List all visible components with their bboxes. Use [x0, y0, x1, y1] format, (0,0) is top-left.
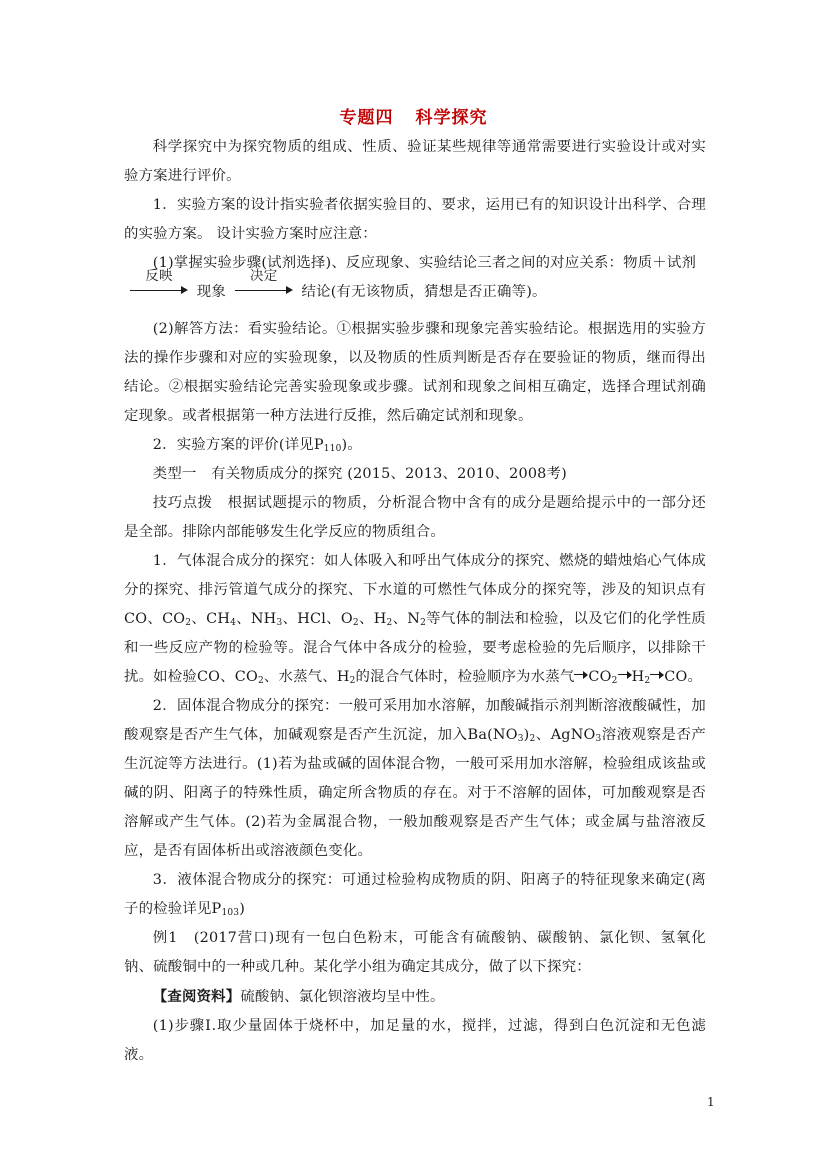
- subscript: 2: [529, 734, 536, 744]
- reference-label: 【查阅资料】: [152, 988, 241, 1005]
- gas-text: 、N: [392, 611, 421, 627]
- gas-text: 、CH: [191, 611, 231, 627]
- design-item-1: (1)掌握实验步骤(试剂选择)、反应现象、实验结论三者之间的对应关系：物质＋试剂: [152, 255, 697, 271]
- intro-paragraph: 科学探究中为探究物质的组成、性质、验证某些规律等通常需要进行实验设计或对实验方案进行评价。: [124, 139, 706, 184]
- reference-paragraph: [124, 982, 706, 1012]
- relation-formula: [124, 268, 706, 307]
- gas-paragraph: [124, 547, 706, 692]
- subscript: 3: [276, 618, 283, 628]
- gas-text: CO: [588, 669, 612, 685]
- subscript: 2: [349, 676, 356, 686]
- decide-arrow: [235, 268, 293, 297]
- title-part-b: 科学探究: [415, 108, 488, 128]
- gas-text: 等气体的制法和检验，以及它们的化学性质和一些反应产物的检验等。混合气体中各成分的检验，要考虑检验的先后顺序，以排除干扰。如检验CO、CO: [124, 611, 706, 685]
- gas-text: 1．气体混合成分的探究：如人体吸入和呼出气体成分的探究、燃烧的蜡烛焰心气体成分的探究、排污管道气成分的探究、下水道的可燃性气体成分的探究等，涉及的知识点有CO、CO: [124, 553, 706, 627]
- page-title: [0, 103, 827, 128]
- liquid-page-ref: 103: [221, 908, 240, 918]
- solid-text: 、AgNO: [535, 727, 596, 743]
- solid-text: ): [523, 727, 530, 743]
- subscript: 2: [257, 676, 264, 686]
- sequence-arrow-icon: [650, 670, 664, 680]
- tips-paragraph: 技巧点拨 根据试题提示的物质，分析混合物中含有的成分是题给提示中的一部分还是全部。排除内部能够发生化学反应的物质组合。: [124, 495, 706, 540]
- evaluation-page-ref: 110: [323, 444, 342, 454]
- subscript: 3: [595, 734, 602, 744]
- reflect-arrow: [130, 268, 188, 297]
- liquid-text: 3．液体混合物成分的探究：可通过检验构成物质的阴、阳离子的特征现象来确定(离子的检验详见P: [124, 872, 706, 917]
- subscript: 2: [420, 618, 427, 628]
- step-1-paragraph: (1)步骤Ⅰ.取少量固体于烧杯中，加足量的水，搅拌，过滤，得到白色沉淀和无色滤液。: [124, 1018, 706, 1063]
- subscript: 2: [386, 618, 393, 628]
- sequence-arrow-icon: [574, 670, 588, 680]
- gas-text: CO。: [664, 669, 703, 685]
- design-heading: 1．实验方案的设计指实验者依据实验目的、要求，运用已有的知识设计出科学、合理的实验方案。 设计实验方案时应注意：: [124, 197, 706, 242]
- liquid-paragraph: [124, 866, 706, 924]
- gas-text: 、NH: [236, 611, 277, 627]
- phenomenon-label: 现象: [196, 284, 226, 300]
- evaluation-end: )。: [341, 437, 362, 453]
- evaluation-paragraph: [124, 431, 706, 460]
- conclusion-label: 结论(有无该物质，猜想是否正确等)。: [301, 284, 547, 300]
- decide-arrow-label: 决定: [250, 268, 278, 284]
- subscript: 2: [352, 618, 359, 628]
- solid-text: 2．固体混合物成分的探究：一般可采用加水溶解，加酸碱指示剂判断溶液酸碱性，加酸观察是否产生气体，加碱观察是否产生沉淀，加入Ba(NO: [124, 698, 706, 743]
- document-body: [124, 133, 706, 1070]
- solid-paragraph: [124, 692, 706, 866]
- subscript: 2: [185, 618, 192, 628]
- subscript: 2: [611, 676, 618, 686]
- reference-text: 硫酸钠、氯化钡溶液均呈中性。: [240, 989, 445, 1005]
- example-1-paragraph: 例1 (2017营口)现有一包白色粉末，可能含有硫酸钠、碳酸钠、氯化钡、氢氧化钠、硫酸铜中的一种或几种。某化学小组为确定其成分，做了以下探究：: [124, 930, 706, 975]
- subscript: 3: [517, 734, 524, 744]
- liquid-end: ): [239, 901, 246, 917]
- page-number: 1: [707, 1095, 715, 1109]
- gas-text: 的混合气体时，检验顺序为水蒸气: [355, 669, 575, 685]
- title-part-a: 专题四: [339, 108, 394, 128]
- subscript: 2: [644, 676, 651, 686]
- reflect-arrow-label: 反映: [145, 268, 173, 284]
- gas-text: 、H: [358, 611, 387, 627]
- design-item-2: (2)解答方法：看实验结论。①根据实验步骤和现象完善实验结论。根据选用的实验方法的操作步骤和对应的实验现象，以及物质的性质判断是否存在要验证的物质，继而得出结论。②根据实验结论完善实验现象或步骤。试剂和现象之间相互确定，选择合理试剂确定现象。或者根据第一种方法进行反推，然后确定试剂和现象。: [124, 321, 706, 424]
- subscript: 4: [230, 618, 237, 628]
- gas-text: H: [631, 669, 645, 685]
- sequence-arrow-icon: [618, 670, 632, 680]
- gas-text: 、水蒸气、H: [263, 669, 350, 685]
- gas-text: 、HCl、O: [282, 611, 353, 627]
- solid-text: 溶液观察是否产生沉淀等方法进行。(1)若为盐或碱的固体混合物，一般可采用加水溶解，检验组成该盐或碱的阴、阳离子的特殊性质，确定所含物质的存在。对于不溶解的固体，可加酸观察是否溶解或产生气体。(2)若为金属混合物，一般加酸观察是否产生气体；或金属与盐溶液反应，是否有固体析出或溶液颜色变化。: [124, 727, 706, 859]
- evaluation-text: 2．实验方案的评价(详见P: [152, 437, 324, 453]
- type-1-heading: 类型一 有关物质成分的探究 (2015、2013、2010、2008考): [152, 466, 567, 482]
